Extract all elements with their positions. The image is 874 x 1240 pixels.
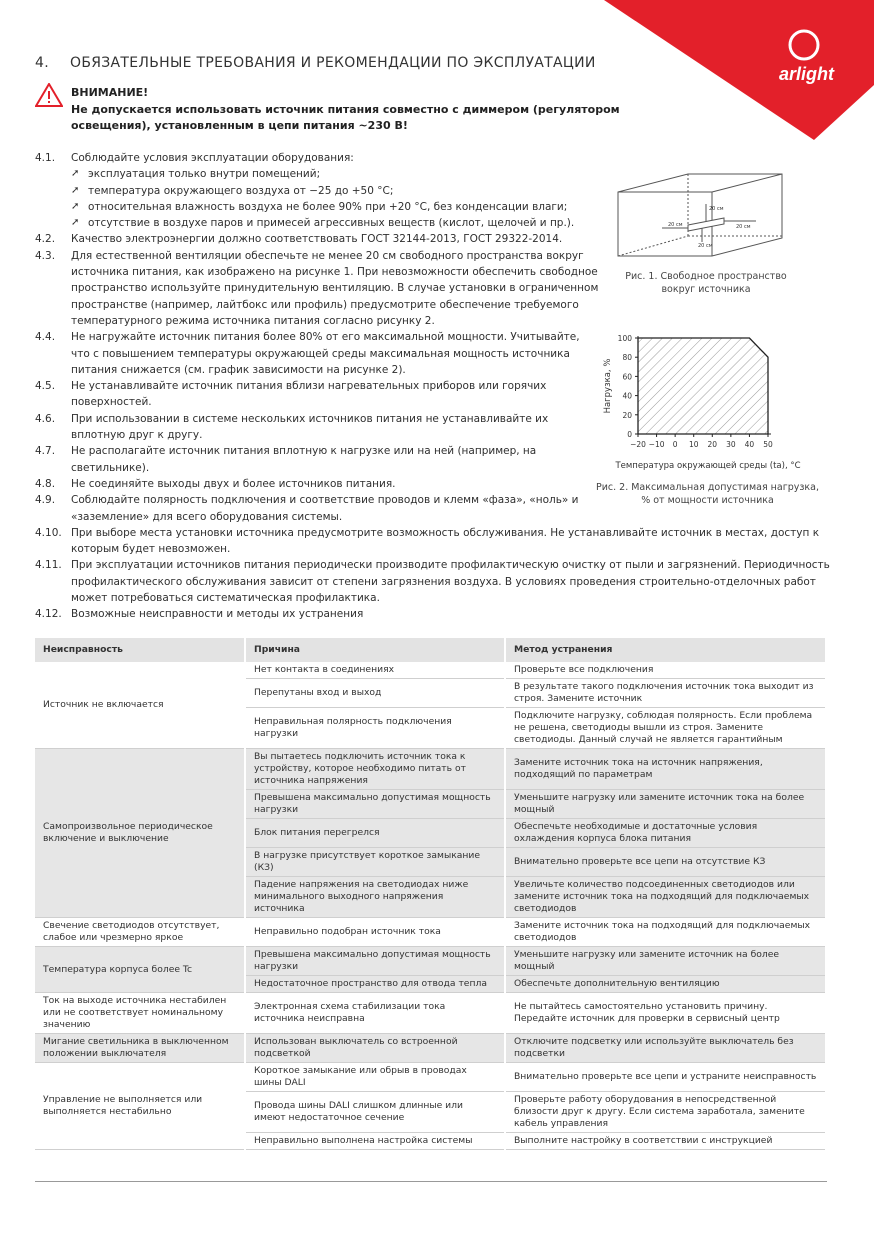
cause-cell: Неправильная полярность подключения нагрузки (245, 708, 505, 749)
load-area (638, 338, 768, 434)
header-cause: Причина (245, 638, 505, 662)
fix-cell: Уменьшите нагрузку или замените источник на более мощный (505, 947, 826, 976)
y-tick-label: 80 (622, 353, 632, 363)
table-header-row (35, 638, 826, 662)
fig1-dim-label: 20 см (668, 222, 683, 228)
fix-cell: Не пытайтесь самостоятельно установить причину. Передайте источник для проверки в сервисный центр (505, 993, 826, 1034)
problem-cell: Управление не выполняется или выполняется нестабильно (35, 1063, 245, 1150)
x-tick-label: −10 (648, 440, 665, 449)
fix-cell: Проверьте все подключения (505, 662, 826, 679)
rule-text: Качество электроэнергии должно соответствовать ГОСТ 32144-2013, ГОСТ 29322-2014. (71, 233, 563, 246)
arrow-icon: ➚ (71, 184, 80, 196)
rule-text: При эксплуатации источников питания периодически производите профилактическую очистку от пыли и загрязнений. Периодичность профилактического обслуживания зависит от степени загрязнения воздуха. В условиях проведения строительно-отделочных работ может потребоваться систематическая профилактика. (71, 559, 830, 605)
fig1-dim-label: 20 см (709, 206, 724, 212)
section-title: ОБЯЗАТЕЛЬНЫЕ ТРЕБОВАНИЯ И РЕКОМЕНДАЦИИ ПО ЭКСПЛУАТАЦИИ (70, 55, 596, 71)
x-tick-label: 40 (744, 440, 755, 449)
rule-text: Не соединяйте выходы двух и более источников питания. (71, 477, 396, 490)
rule-item-text: относительная влажность воздуха не более 90% при +20 °C, без конденсации влаги; (88, 200, 568, 213)
rule-text: Возможные неисправности и методы их устранения (71, 608, 364, 621)
problem-cell: Источник не включается (35, 662, 245, 749)
header-problem: Неисправность (35, 638, 245, 662)
rule-text: Соблюдайте условия эксплуатации оборудования: (71, 152, 354, 164)
rule-4-1-item (35, 199, 600, 215)
cause-cell: В нагрузке присутствует короткое замыкание (КЗ) (245, 848, 505, 877)
rule-4-2 (35, 231, 600, 247)
rule-4-5 (35, 378, 600, 411)
arrow-icon: ➚ (71, 168, 80, 180)
y-tick-label: 60 (622, 372, 632, 382)
fig1-dim-label: 20 см (736, 224, 751, 230)
y-tick-label: 0 (627, 430, 632, 439)
fig1-dim-label: 20 см (698, 243, 713, 249)
cause-cell: Превышена максимально допустимая мощность нагрузки (245, 947, 505, 976)
rule-4-12 (35, 606, 835, 622)
rule-text: Не нагружайте источник питания более 80% от его максимальной мощности. Учитывайте, что с повышением температуры окружающей среды максимальная мощность источника питания снижается (см. график зависимости на рисунке 2). (71, 331, 580, 376)
x-tick-label: 0 (672, 440, 678, 449)
fix-cell: Внимательно проверьте все цепи на отсутствие КЗ (505, 848, 826, 877)
problem-cell: Свечение светодиодов отсутствует, слабое или чрезмерно яркое (35, 918, 245, 947)
cause-cell: Электронная схема стабилизации тока источника неисправна (245, 993, 505, 1034)
table-row (35, 662, 826, 679)
cause-cell: Использован выключатель со встроенной подсветкой (245, 1034, 505, 1063)
rule-4-6 (35, 411, 600, 444)
rule-text: Не устанавливайте источник питания вблизи нагревательных приборов или горячих поверхностей. (71, 380, 547, 409)
rule-4-1 (35, 150, 600, 166)
rule-4-1-item (35, 166, 600, 182)
rule-number: 4.6. (35, 412, 56, 425)
rule-number: 4.11. (35, 559, 62, 572)
rule-4-11 (35, 557, 835, 606)
table-row (35, 749, 826, 790)
cause-cell: Неправильно выполнена настройка системы (245, 1133, 505, 1150)
problem-cell: Мигание светильника в выключенном положении выключателя (35, 1034, 245, 1063)
rule-4-9 (35, 492, 600, 525)
fix-cell: Уменьшите нагрузку или замените источник тока на более мощный (505, 790, 826, 819)
rule-text: При выборе места установки источника предусмотрите возможность обслуживания. Не устанавливайте источник в местах, доступ к которым будет невозможен. (71, 526, 820, 556)
rule-number: 4.10. (35, 526, 62, 539)
warning-icon (35, 83, 63, 107)
fix-cell: В результате такого подключения источник тока выходит из строя. Замените источник (505, 679, 826, 708)
rule-number: 4.2. (35, 233, 56, 246)
y-axis-label: Нагрузка, % (603, 358, 613, 414)
cause-cell: Вы пытаетесь подключить источник тока к устройству, которое необходимо питать от источника напряжения (245, 749, 505, 790)
header-fix: Метод устранения (505, 638, 826, 662)
rule-text: Соблюдайте полярность подключения и соответствие проводов и клемм «фаза», «ноль» и «заземление» для всего оборудования системы. (71, 494, 579, 523)
caption-line: Рис. 2. Максимальная допустимая нагрузка, (595, 482, 819, 493)
rule-text: Не располагайте источник питания вплотную к нагрузке или на ней (например, на светильнике). (71, 445, 537, 474)
fix-cell: Внимательно проверьте все цепи и устраните неисправность (505, 1063, 826, 1092)
x-tick-label: 50 (763, 440, 773, 449)
problem-cell: Самопроизвольное периодическое включение и выключение (35, 749, 245, 918)
fix-cell: Отключите подсветку или используйте выключатель без подсветки (505, 1034, 826, 1063)
rule-number: 4.8. (35, 477, 56, 490)
cause-cell: Превышена максимально допустимая мощность нагрузки (245, 790, 505, 819)
rule-text: При использовании в системе нескольких источников питания не устанавливайте их вплотную друг к другу. (71, 412, 549, 442)
figure-2-derating-chart (593, 328, 823, 476)
rule-4-3 (35, 248, 600, 329)
rule-4-4 (35, 329, 600, 378)
figure-1-clearance-diagram (612, 170, 792, 265)
x-axis-label: Температура окружающей среды (ta), °C (615, 461, 801, 471)
rule-4-7 (35, 443, 600, 476)
rule-number: 4.1. (35, 152, 56, 164)
warning-title: ВНИМАНИЕ! (71, 86, 149, 99)
rule-4-1-item (35, 183, 600, 199)
fix-cell: Выполните настройку в соответствии с инструкцией (505, 1133, 826, 1150)
figure-2-caption (590, 481, 825, 507)
y-tick-label: 20 (622, 410, 632, 420)
x-tick-label: 10 (688, 440, 699, 449)
logo-text: arlight (779, 64, 835, 84)
brand-corner (604, 0, 874, 140)
rule-4-8 (35, 476, 600, 492)
cause-cell: Перепутаны вход и выход (245, 679, 505, 708)
y-tick-label: 40 (622, 391, 632, 401)
rule-number: 4.4. (35, 331, 56, 344)
cause-cell: Неправильно подобран источник тока (245, 918, 505, 947)
table-bottom-rule (35, 1181, 827, 1182)
warning-body: Не допускается использовать источник питания совместно с диммером (регулятором освещения), установленным в цепи питания ~230 В! (71, 103, 620, 132)
rule-number: 4.12. (35, 608, 62, 621)
rule-number: 4.7. (35, 445, 56, 458)
fix-cell: Обеспечьте необходимые и достаточные условия охлаждения корпуса блока питания (505, 819, 826, 848)
rule-4-10 (35, 525, 835, 558)
fix-cell: Обеспечьте дополнительную вентиляцию (505, 976, 826, 993)
rule-item-text: эксплуатация только внутри помещений; (88, 168, 321, 181)
x-tick-label: −20 (630, 440, 646, 449)
cause-cell: Провода шины DALI слишком длинные или имеют недостаточное сечение (245, 1092, 505, 1133)
troubleshooting-table (35, 638, 827, 1150)
cause-cell: Короткое замыкание или обрыв в проводах шины DALI (245, 1063, 505, 1092)
x-tick-label: 30 (726, 440, 736, 449)
table-row (35, 918, 826, 947)
caption-line: вокруг источника (661, 284, 751, 295)
rule-item-text: температура окружающего воздуха от −25 до +50 °C; (88, 184, 394, 197)
rule-number: 4.5. (35, 380, 56, 393)
cause-cell: Нет контакта в соединениях (245, 662, 505, 679)
fix-cell: Увеличьте количество подсоединенных светодиодов или замените источник тока на подходящий для подключаемых светодиодов (505, 877, 826, 918)
problem-cell: Температура корпуса более Tc (35, 947, 245, 993)
fix-cell: Замените источник тока на подходящий для подключаемых светодиодов (505, 918, 826, 947)
table-row (35, 947, 826, 976)
fix-cell: Замените источник тока на источник напряжения, подходящий по параметрам (505, 749, 826, 790)
cause-cell: Падение напряжения на светодиодах ниже минимального выходного напряжения источника (245, 877, 505, 918)
rule-4-1-item (35, 215, 600, 231)
caption-line: % от мощности источника (641, 495, 774, 506)
table-row (35, 993, 826, 1034)
rule-item-text: отсутствие в воздухе паров и примесей агрессивных веществ (кислот, щелочей и пр.). (88, 217, 575, 230)
table-row (35, 1034, 826, 1063)
problem-cell: Ток на выходе источника нестабилен или не соответствует номинальному значению (35, 993, 245, 1034)
arrow-icon: ➚ (71, 217, 80, 229)
arrow-icon: ➚ (71, 200, 80, 212)
y-tick-label: 100 (617, 334, 632, 343)
table-row (35, 1063, 826, 1092)
x-tick-label: 20 (707, 440, 718, 449)
fix-cell: Проверьте работу оборудования в непосредственной близости друг к другу. Если система заработала, замените кабель управления (505, 1092, 826, 1133)
cause-cell: Блок питания перегрелся (245, 819, 505, 848)
rule-text: Для естественной вентиляции обеспечьте не менее 20 см свободного пространства вокруг источника питания, как изображено на рисунке 1. При невозможности обеспечить свободное пространство используйте принудительную вентиляцию. В случае установки в ограниченном пространстве (например, лайтбокс или профиль) предусмотрите обеспечение требуемого температурного режима источника питания согласно рисунку 2. (71, 249, 599, 327)
cause-cell: Недостаточное пространство для отвода тепла (245, 976, 505, 993)
section-number: 4. (35, 55, 49, 71)
caption-line: Рис. 1. Свободное пространство (625, 271, 787, 282)
rule-number: 4.9. (35, 494, 56, 507)
rule-number: 4.3. (35, 249, 56, 262)
fix-cell: Подключите нагрузку, соблюдая полярность. Если проблема не решена, светодиоды вышли из строя. Замените светодиоды. Данный случай не является гарантийным (505, 708, 826, 749)
figure-1-caption (606, 270, 806, 296)
